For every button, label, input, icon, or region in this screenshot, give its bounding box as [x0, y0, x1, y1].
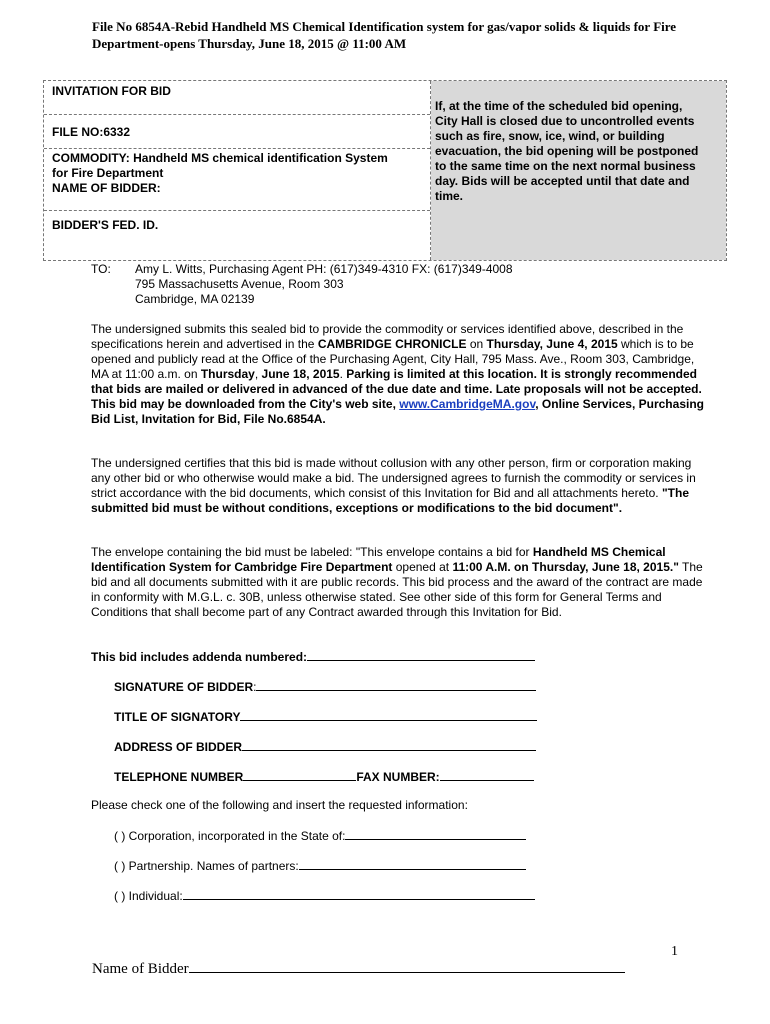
- closure-notice-panel: [431, 81, 726, 260]
- p1-text: ,: [254, 367, 262, 381]
- individual-option[interactable]: [114, 888, 535, 904]
- notice-line: to the same time on the next normal business: [435, 159, 696, 173]
- name-of-bidder-label: NAME OF BIDDER:: [52, 181, 161, 195]
- p1-open-date: June 18, 2015: [261, 367, 340, 381]
- recipient-line-1: Amy L. Witts, Purchasing Agent PH: (617)349-4310 FX: (617)349-4008: [135, 262, 513, 276]
- notice-line: day. Bids will be accepted until that date and: [435, 174, 690, 188]
- corporation-label: ( ) Corporation, incorporated in the State of:: [114, 829, 346, 843]
- header-title-line-2: Department-opens Thursday, June 18, 2015 @ 11:00 AM: [92, 36, 407, 51]
- title-of-signatory-field[interactable]: [114, 709, 537, 725]
- p1-open-day: Thursday: [200, 367, 255, 381]
- corporation-option[interactable]: [114, 828, 526, 844]
- corporation-state-input-line[interactable]: [345, 828, 526, 840]
- title-of-signatory-label: TITLE OF SIGNATORY: [114, 710, 241, 724]
- check-instruction: Please check one of the following and insert the requested information:: [91, 798, 468, 812]
- individual-label: ( ) Individual:: [114, 889, 183, 903]
- addenda-label: This bid includes addenda numbered:: [91, 650, 308, 664]
- commodity-cell: [44, 149, 430, 211]
- fax-input-line[interactable]: [440, 769, 534, 781]
- bid-info-left-column: [44, 81, 431, 260]
- signature-label: SIGNATURE OF BIDDER: [114, 680, 254, 694]
- addenda-field[interactable]: [91, 649, 535, 665]
- to-label: TO:: [91, 262, 111, 276]
- telephone-label: TELEPHONE NUMBER: [114, 770, 244, 784]
- partnership-label: ( ) Partnership. Names of partners:: [114, 859, 299, 873]
- notice-line: evacuation, the bid opening will be postponed: [435, 144, 699, 158]
- recipient-line-3: Cambridge, MA 02139: [135, 292, 255, 306]
- fed-id-cell[interactable]: [44, 211, 430, 261]
- partners-input-line[interactable]: [299, 858, 526, 870]
- p2-text: The undersigned certifies that this bid is made without collusion with any other person, firm or corporation making any other bid or who otherwise would make a bid. The undersigned agrees to furnish the commodity or services in strict accordance with the bid documents, which consist of this Invitation for Bid and all attachments hereto.: [91, 456, 696, 500]
- document-header: [92, 18, 732, 52]
- notice-line: If, at the time of the scheduled bid opening,: [435, 99, 683, 113]
- p3-text: opened at: [392, 560, 453, 574]
- fed-id-label: BIDDER'S FED. ID.: [52, 218, 159, 232]
- individual-input-line[interactable]: [183, 888, 535, 900]
- fax-label: FAX NUMBER:: [356, 770, 440, 784]
- bid-submission-paragraph: [91, 322, 711, 427]
- p1-text: on: [466, 337, 487, 351]
- p3-text: The envelope containing the bid must be labeled: "This envelope contains a bid for: [91, 545, 533, 559]
- partnership-option[interactable]: [114, 858, 526, 874]
- signature-input-line[interactable]: [256, 679, 536, 691]
- p3-open-time: 11:00 A.M. on Thursday, June 18, 2015.": [452, 560, 679, 574]
- p1-newspaper: CAMBRIDGE CHRONICLE: [317, 337, 467, 351]
- certification-paragraph: [91, 456, 711, 516]
- signature-field[interactable]: [114, 679, 536, 695]
- commodity-line-2: for Fire Department: [52, 166, 164, 180]
- footer-name-of-bidder-field[interactable]: [92, 960, 625, 978]
- p2-conditions-notice: "The submitted bid must be without conditions, exceptions or modifications to the bid document".: [91, 486, 689, 515]
- address-input-line[interactable]: [242, 739, 536, 751]
- invitation-for-bid-label: INVITATION FOR BID: [52, 84, 171, 98]
- envelope-label-paragraph: [91, 545, 711, 620]
- p1-parking-notice: Parking is limited at this location. It is strongly recommended that bids are mailed or delivered in advanced of the due date and time. Late proposals will not be accepted. This bid may be downloaded from the City's web site,: [91, 367, 702, 411]
- notice-line: such as fire, snow, ice, wind, or building: [435, 129, 665, 143]
- address-of-bidder-field[interactable]: [114, 739, 536, 755]
- header-title-line-1: File No 6854A-Rebid Handheld MS Chemical Identification system for gas/vapor solids & liquids for Fire: [92, 19, 677, 34]
- notice-line: time.: [435, 189, 464, 203]
- file-no-cell: [44, 115, 430, 149]
- telephone-input-line[interactable]: [243, 769, 356, 781]
- recipient-line-2: 795 Massachusetts Avenue, Room 303: [135, 277, 344, 291]
- file-no-label: FILE NO:6332: [52, 125, 131, 139]
- p1-download-path: , Online Services, Purchasing Bid List, Invitation for Bid, File No.6854A.: [91, 397, 704, 426]
- signature-colon: :: [253, 680, 257, 694]
- footer-name-input-line[interactable]: [189, 960, 625, 973]
- p3-text: The bid and all documents submitted with it are public records. This bid process and the award of the contract are made in conformity with M.G.L. c. 30B, unless otherwise stated. See other side of this form for General Terms and Conditions that shall become part of any Contract awarded through this Invitation for Bid.: [91, 560, 703, 619]
- p1-text: .: [339, 367, 347, 381]
- bid-info-box: [43, 80, 727, 261]
- address-of-bidder-label: ADDRESS OF BIDDER: [114, 740, 243, 754]
- p1-advert-date: Thursday, June 4, 2015: [486, 337, 618, 351]
- p1-text: The undersigned submits this sealed bid to provide the commodity or services identified above, described in the specifications herein and advertised in the: [91, 322, 684, 351]
- p3-commodity: Handheld MS Chemical Identification System for Cambridge Fire Department: [91, 545, 666, 574]
- closure-notice: [435, 99, 721, 204]
- invitation-for-bid-cell: [44, 81, 430, 115]
- notice-line: City Hall is closed due to uncontrolled events: [435, 114, 695, 128]
- commodity-line-1: COMMODITY: Handheld MS chemical identification System: [52, 151, 388, 165]
- recipient-address: [135, 262, 615, 307]
- city-website-link[interactable]: www.CambridgeMA.gov: [399, 397, 536, 411]
- p1-text: which is to be opened and publicly read at the Office of the Purchasing Agent, City Hall, 795 Mass. Ave., Room 303, Cambridge, MA at 11:00 a.m. on: [91, 337, 695, 381]
- addenda-input-line[interactable]: [307, 649, 535, 661]
- page-number: 1: [671, 944, 678, 959]
- telephone-fax-field[interactable]: [114, 769, 534, 785]
- footer-name-of-bidder-label: Name of Bidder: [92, 961, 189, 977]
- title-input-line[interactable]: [240, 709, 537, 721]
